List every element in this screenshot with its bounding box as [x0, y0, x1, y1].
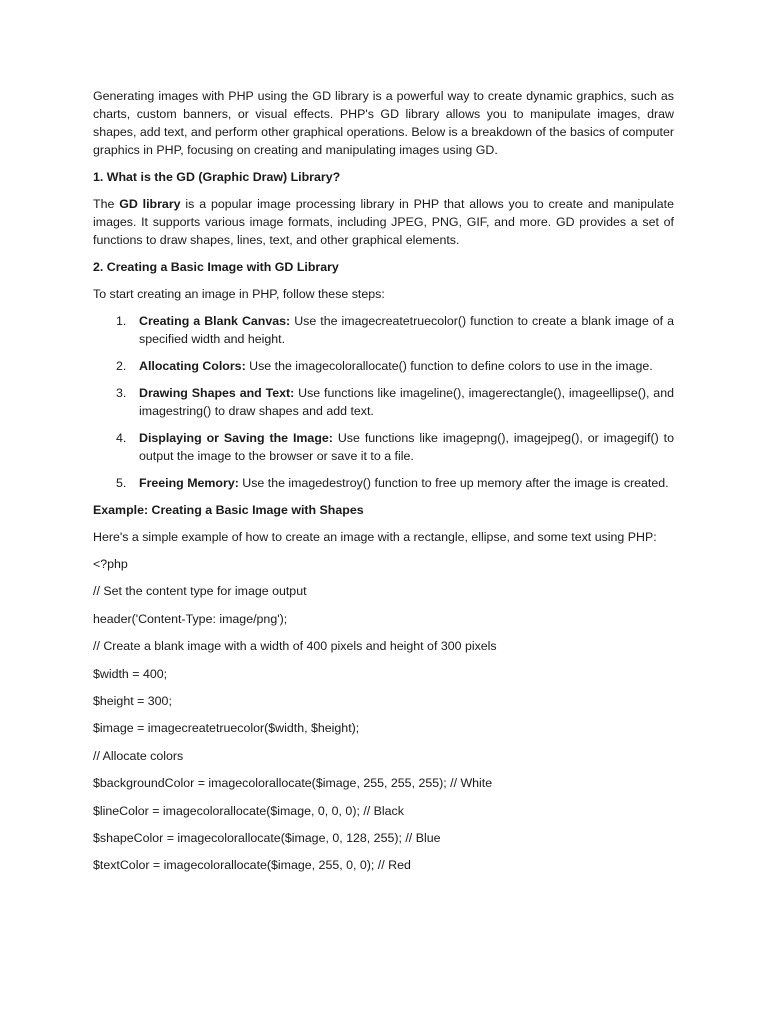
- section-1-lead-rest: is a popular image processing library in PHP that allows you to create and manipulate images. It supports various image formats, including JPEG, PNG, GIF, and more. GD provides a set of functions to draw shapes, lines, text, and other graphical elements.: [93, 197, 674, 247]
- step-title: Freeing Memory:: [139, 476, 239, 490]
- section-1-paragraph: [93, 195, 674, 249]
- step-text: Use functions like imageline(), imagerectangle(), imageellipse(), and imagestring() to draw shapes and add text.: [139, 386, 674, 418]
- document-page: [93, 87, 674, 884]
- step-text: Use functions like imagepng(), imagejpeg(), or imagegif() to output the image to the browser or save it to a file.: [139, 431, 674, 463]
- step-number: 1.: [116, 314, 127, 328]
- step-number: 3.: [116, 386, 127, 400]
- code-line: // Create a blank image with a width of 400 pixels and height of 300 pixels: [93, 639, 497, 654]
- gd-library-term: GD library: [119, 197, 181, 211]
- code-line: $textColor = imagecolorallocate($image, 255, 0, 0); // Red: [93, 858, 411, 873]
- steps-list: [93, 312, 674, 492]
- code-line: $shapeColor = imagecolorallocate($image, 0, 128, 255); // Blue: [93, 830, 441, 845]
- list-item: [93, 429, 674, 465]
- step-number: 2.: [116, 359, 127, 373]
- step-text: Use the imagecolorallocate() function to define colors to use in the image.: [245, 359, 653, 373]
- code-line: $backgroundColor = imagecolorallocate($image, 255, 255, 255); // White: [93, 776, 493, 791]
- section-1-lead-prefix: The: [93, 197, 120, 211]
- step-number: 4.: [116, 431, 127, 445]
- step-title: Creating a Blank Canvas:: [139, 314, 291, 328]
- list-item: [93, 312, 674, 348]
- list-item: [93, 384, 674, 420]
- code-line: header('Content-Type: image/png');: [93, 611, 288, 626]
- step-title: Allocating Colors:: [139, 359, 246, 373]
- section-1-heading: 1. What is the GD (Graphic Draw) Library?: [93, 170, 341, 184]
- step-title: Drawing Shapes and Text:: [139, 386, 295, 400]
- code-line: $lineColor = imagecolorallocate($image, 0, 0, 0); // Black: [93, 803, 404, 818]
- code-line: $width = 400;: [93, 666, 168, 681]
- code-line: <?php: [93, 557, 128, 571]
- section-2-intro: To start creating an image in PHP, follow these steps:: [93, 287, 385, 301]
- step-number: 5.: [116, 476, 127, 490]
- code-line: $image = imagecreatetruecolor($width, $height);: [93, 721, 360, 736]
- code-line: // Set the content type for image output: [93, 584, 307, 599]
- example-heading: Example: Creating a Basic Image with Shapes: [93, 503, 364, 517]
- example-intro: Here's a simple example of how to create an image with a rectangle, ellipse, and some text using PHP:: [93, 530, 657, 544]
- section-2-heading: 2. Creating a Basic Image with GD Library: [93, 260, 339, 274]
- code-line: $height = 300;: [93, 693, 172, 708]
- intro-paragraph: Generating images with PHP using the GD library is a powerful way to create dynamic graphics, such as charts, custom banners, or visual effects. PHP's GD library allows you to manipulate images, draw shapes, add text, and perform other graphical operations. Below is a breakdown of the basics of computer graphics in PHP, focusing on creating and manipulating images using GD.: [93, 89, 674, 157]
- step-text: Use the imagedestroy() function to free up memory after the image is created.: [238, 476, 669, 490]
- step-title: Displaying or Saving the Image:: [139, 431, 333, 445]
- list-item: [93, 357, 674, 375]
- list-item: [93, 474, 674, 492]
- code-line: // Allocate colors: [93, 748, 184, 763]
- step-text: Use the imagecreatetruecolor() function to create a blank image of a specified width and height.: [139, 314, 674, 346]
- code-block: [93, 555, 674, 874]
